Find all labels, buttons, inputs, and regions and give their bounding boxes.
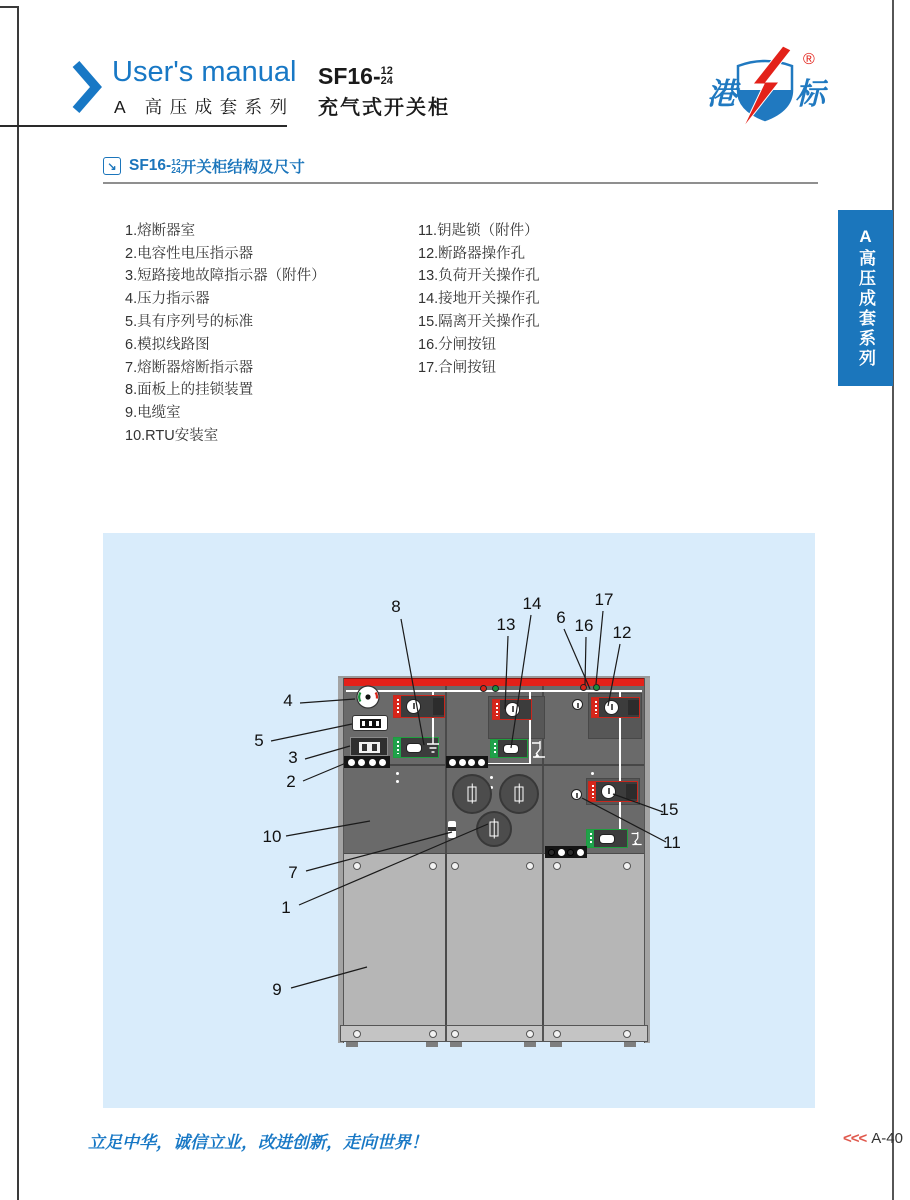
list-item: 12.断路器操作孔 [418, 245, 526, 262]
callout-label: 7 [288, 863, 298, 882]
list-item: 5.具有序列号的标准 [125, 314, 254, 331]
leader-line [306, 832, 452, 871]
callout-leader-lines [103, 533, 815, 1108]
callout-label: 12 [612, 623, 632, 642]
chevron-icon [72, 60, 102, 114]
series-side-tab-label: A高压成套系列 [856, 227, 875, 369]
leader-line [286, 821, 370, 836]
list-item: 8.面板上的挂锁装置 [125, 382, 254, 399]
list-item: 13.负荷开关操作孔 [418, 268, 540, 285]
section-voltage-top: 12 [171, 157, 181, 167]
callout-label: 6 [556, 608, 566, 627]
leader-line [303, 763, 346, 781]
parts-list-right [418, 218, 540, 378]
page-number-text: A-40 [871, 1130, 903, 1147]
figure-panel [103, 533, 815, 1108]
leader-line [585, 637, 586, 685]
list-item: 3.短路接地故障指示器（附件） [125, 268, 326, 285]
callout-label: 15 [659, 800, 679, 819]
leader-line [505, 636, 508, 709]
leader-line [608, 644, 620, 706]
leader-line [300, 699, 355, 703]
product-block [318, 63, 450, 120]
callout-label: 10 [262, 827, 282, 846]
series-subtitle: A 高压成套系列 [114, 97, 295, 117]
leader-line [291, 967, 367, 988]
header-underline [0, 125, 287, 127]
list-item: 11.钥匙锁（附件） [418, 222, 539, 239]
section-underline [103, 182, 818, 184]
section-title [129, 155, 305, 177]
callout-label: 13 [496, 615, 516, 634]
list-item: 1.熔断器室 [125, 222, 196, 239]
list-item: 9.电缆室 [125, 405, 181, 422]
manual-title: User's manual [112, 56, 297, 88]
callout-label: 2 [286, 772, 296, 791]
series-side-tab [838, 210, 893, 386]
callout-label: 4 [283, 691, 293, 710]
brand-logo [695, 42, 835, 134]
callout-label: 1 [281, 898, 291, 917]
leader-line [305, 746, 350, 759]
leader-line [401, 619, 424, 745]
list-item: 2.电容性电压指示器 [125, 245, 254, 262]
product-model [318, 63, 450, 89]
callout-label: 16 [574, 616, 594, 635]
callout-label: 17 [594, 590, 614, 609]
logo-left-char: 港 [707, 78, 737, 111]
callout-label: 8 [391, 597, 401, 616]
section-arrow-icon: ↘ [103, 157, 121, 175]
section-model-prefix: SF16- [129, 157, 172, 174]
model-voltage-fraction [381, 66, 393, 86]
page-marker-arrows: <<< [843, 1130, 867, 1147]
right-margin-rule [892, 0, 894, 1200]
parts-list-left [125, 218, 326, 446]
section-voltage-fraction [171, 158, 180, 174]
top-corner-tick [0, 6, 19, 8]
callout-label: 11 [663, 833, 681, 852]
leader-line [271, 724, 352, 741]
section-heading [103, 155, 305, 177]
list-item: 10.RTU安装室 [125, 428, 219, 445]
list-item: 17.合闸按钮 [418, 359, 497, 376]
section-voltage-bottom: 24 [171, 165, 181, 175]
list-item: 15.隔离开关操作孔 [418, 314, 540, 331]
leader-line [596, 611, 603, 684]
registered-mark: ® [803, 51, 815, 68]
callout-label: 14 [522, 594, 542, 613]
left-margin-rule [17, 6, 19, 1200]
footer-slogan: 立足中华，诚信立业，改进创新，走向世界！ [88, 1133, 428, 1152]
list-item: 7.熔断器熔断指示器 [125, 359, 254, 376]
leader-line [582, 798, 666, 842]
model-voltage-bottom: 24 [380, 75, 393, 87]
callout-label: 5 [254, 731, 264, 750]
page-number [843, 1130, 903, 1147]
list-item: 14.接地开关操作孔 [418, 291, 540, 308]
logo-right-char: 标 [795, 78, 825, 111]
list-item: 6.模拟线路图 [125, 336, 210, 353]
product-name: 充气式开关柜 [318, 97, 450, 119]
list-item: 16.分闸按钮 [418, 336, 497, 353]
leader-line [613, 794, 663, 812]
list-item: 4.压力指示器 [125, 291, 210, 308]
callout-label: 3 [288, 748, 298, 767]
leader-line [299, 824, 488, 905]
callout-label: 9 [272, 980, 282, 999]
section-title-text: 开关柜结构及尺寸 [180, 159, 305, 176]
model-voltage-top: 12 [380, 65, 393, 77]
model-prefix: SF16- [318, 63, 381, 89]
